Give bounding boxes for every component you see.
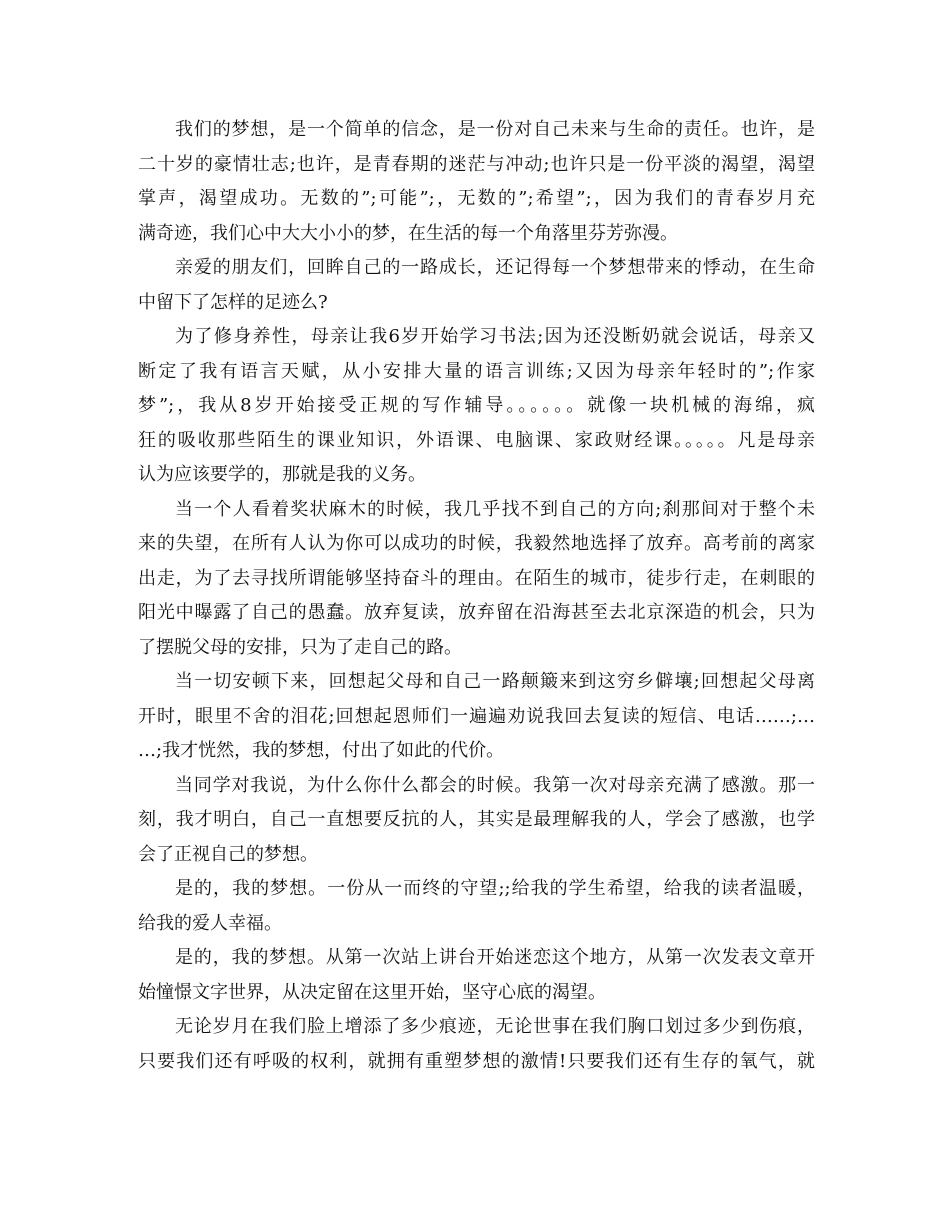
text-line: 阳光中曝露了自己的愚蠢。放弃复读，放弃留在沿海甚至去北京深造的机会，只为 <box>138 602 815 623</box>
text-line: 断定了我有语言天赋，从小安排大量的语言训练;又因为母亲年轻时的”;作家 <box>138 360 815 382</box>
text-line: 我们的梦想，是一个简单的信念，是一份对自己未来与生命的责任。也许，是 <box>175 119 815 140</box>
paragraph <box>138 872 815 941</box>
text-line: 狂的吸收那些陌生的课业知识，外语课、电脑课、家政财经课。。。。。凡是母亲 <box>138 429 815 451</box>
document-body <box>138 113 815 1079</box>
text-line: 二十岁的豪情壮志;也许，是青春期的迷茫与冲动;也许只是一份平淡的渴望，渴望 <box>138 153 815 175</box>
text-line: 当同学对我说，为什么你什么都会的时候。我第一次对母亲充满了感激。那一 <box>175 774 815 796</box>
text-line: 为了修身养性，母亲让我6岁开始学习书法;因为还没断奶就会说话，母亲又 <box>175 326 815 347</box>
text-line: 是的，我的梦想。从第一次站上讲台开始迷恋这个地方，从第一次发表文章开 <box>175 947 815 968</box>
text-line: 亲爱的朋友们，回眸自己的一路成长，还记得每一个梦想带来的悸动，在生命 <box>175 257 815 278</box>
text-line: 梦”;，我从8岁开始接受正规的写作辅导。。。。。。就像一块机械的海绵，疯 <box>138 395 815 416</box>
paragraph <box>138 769 815 873</box>
text-line: 出走，为了去寻找所谓能够坚持奋斗的理由。在陌生的城市，徒步行走，在刺眼的 <box>138 567 815 589</box>
text-line: 认为应该要学的，那就是我的义务。 <box>138 464 426 485</box>
text-line: 来的失望，在所有人认为你可以成功的时候，我毅然地选择了放弃。高考前的离家 <box>138 533 815 554</box>
paragraph <box>138 113 815 251</box>
text-line: 给我的爱人幸福。 <box>138 912 282 934</box>
text-line: 始憧憬文字世界，从决定留在这里开始，坚守心底的渴望。 <box>138 981 606 1003</box>
text-line: 了摆脱父母的安排，只为了走自己的路。 <box>138 636 462 658</box>
text-line: 当一切安顿下来，回想起父母和自己一路颠簸来到这穷乡僻壤;回想起父母离 <box>175 671 815 692</box>
text-line: 是的，我的梦想。一份从一而终的守望;;给我的学生希望，给我的读者温暖， <box>175 878 815 899</box>
text-line: 满奇迹，我们心中大大小小的梦，在生活的每一个角落里芬芳弥漫。 <box>138 222 678 244</box>
text-line: 当一个人看着奖状麻木的时候，我几乎找不到自己的方向;刹那间对于整个未 <box>175 498 815 520</box>
paragraph <box>138 665 815 769</box>
text-line: 无论岁月在我们脸上增添了多少痕迹，无论世事在我们胸口划过多少到伤痕， <box>175 1016 815 1037</box>
paragraph <box>138 941 815 1010</box>
text-line: 掌声，渴望成功。无数的”;可能”;，无数的”;希望”;，因为我们的青春岁月充 <box>138 188 815 209</box>
text-line: 只要我们还有呼吸的权利，就拥有重塑梦想的激情!只要我们还有生存的氧气，就 <box>138 1050 815 1072</box>
paragraph <box>138 320 815 493</box>
text-line: …;我才恍然，我的梦想，付出了如此的代价。 <box>138 740 505 761</box>
paragraph <box>138 493 815 666</box>
text-line: 会了正视自己的梦想。 <box>138 843 318 865</box>
text-line: 开时，眼里不舍的泪花;回想起恩师们一遍遍劝说我回去复读的短信、电话……;… <box>138 705 815 727</box>
paragraph <box>138 1010 815 1079</box>
paragraph <box>138 251 815 320</box>
text-line: 刻，我才明白，自己一直想要反抗的人，其实是最理解我的人，学会了感激，也学 <box>138 809 815 830</box>
text-line: 中留下了怎样的足迹么? <box>138 291 328 313</box>
